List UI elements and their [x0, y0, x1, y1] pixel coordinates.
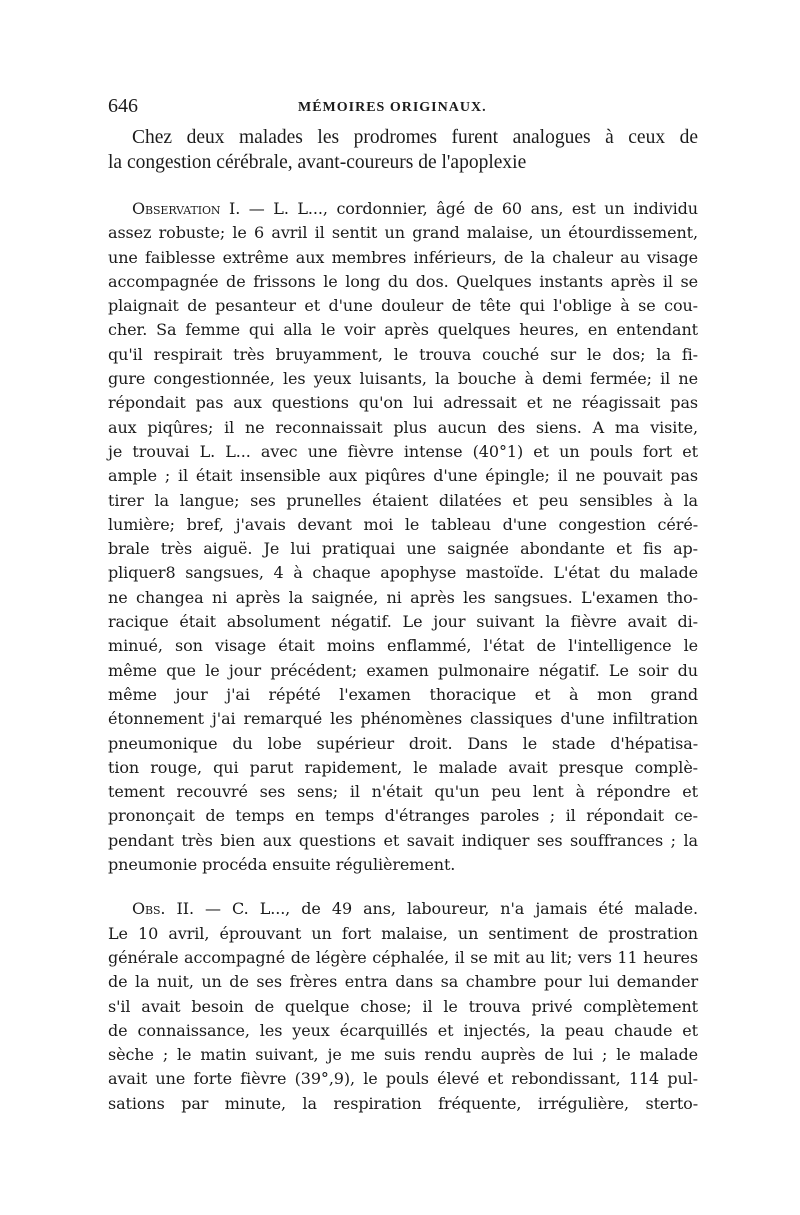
- observation-line: de la nuit, un de ses frères entra dans sa chambre pour lui demander: [108, 972, 698, 992]
- observation-line: s'il avait besoin de quelque chose; il le trouva privé complètement: [108, 996, 698, 1016]
- observation-line: accompagnée de frissons le long du dos. Quelques instants après il se: [108, 271, 698, 291]
- observation-line: pneumonie procéda ensuite régulièrement.: [108, 855, 456, 875]
- observation-line: lumière; bref, j'avais devant moi le tableau d'une congestion céré-: [108, 514, 698, 534]
- observation-line: — L. L..., cordonnier, âgé de 60 ans, est un individu: [240, 199, 698, 218]
- observation-line: — C. L..., de 49 ans, laboureur, n'a jamais été malade.: [193, 899, 698, 919]
- observation-line: répondait pas aux questions qu'on lui adressait et ne réagissait pas: [108, 393, 698, 413]
- observation-line: tement recouvré ses sens; il n'était qu'un peu lent à répondre et: [108, 782, 698, 802]
- observation-line: tirer la langue; ses prunelles étaient dilatées et peu sensibles à la: [108, 490, 698, 510]
- observation-1: [108, 197, 698, 877]
- observation-label: Observation I.: [132, 199, 241, 218]
- observation-line: prononçait de temps en temps d'étranges paroles ; il répondait ce-: [108, 806, 698, 826]
- page-number: 646: [108, 95, 138, 117]
- observation-line: cher. Sa femme qui alla le voir après quelques heures, en entendant: [108, 320, 698, 340]
- observation-line: qu'il respirait très bruyamment, le trouva couché sur le dos; la fi-: [108, 344, 698, 364]
- observation-line: ne changea ni après la saignée, ni après les sangsues. L'examen tho-: [108, 587, 698, 607]
- observation-line: minué, son visage était moins enflammé, l'état de l'intelligence le: [108, 636, 698, 656]
- observation-line: racique était absolument négatif. Le jour suivant la fièvre avait di-: [108, 612, 698, 632]
- observation-line: étonnement j'ai remarqué les phénomènes classiques d'une infiltration: [108, 709, 698, 729]
- intro-line: Chez deux malades les prodromes furent analogues à ceux de: [132, 127, 698, 148]
- page-header: [108, 95, 698, 125]
- observation-line: pneumonique du lobe supérieur droit. Dans le stade d'hépatisa-: [108, 733, 698, 753]
- observation-1-first-line: [108, 197, 698, 221]
- observation-line: plaignait de pesanteur et d'une douleur de tête qui l'oblige à se cou-: [108, 296, 698, 316]
- observation-line: pliquer8 sangsues, 4 à chaque apophyse mastoïde. L'état du malade: [108, 563, 698, 583]
- observation-label: Obs. II.: [132, 899, 194, 919]
- observation-line: même que le jour précédent; examen pulmonaire négatif. Le soir du: [108, 660, 698, 680]
- observation-line: sations par minute, la respiration fréquente, irrégulière, sterto-: [108, 1093, 698, 1113]
- running-title: MÉMOIRES ORIGINAUX.: [298, 100, 487, 115]
- page-content: [108, 95, 698, 1116]
- observation-line: sèche ; le matin suivant, je me suis rendu auprès de lui ; le malade: [108, 1045, 698, 1065]
- observation-line: je trouvai L. L... avec une fièvre intense (40°1) et un pouls fort et: [108, 441, 698, 461]
- observation-2: [108, 897, 698, 1116]
- observation-line: gure congestionnée, les yeux luisants, la bouche à demi fermée; il ne: [108, 369, 698, 389]
- observation-line: aux piqûres; il ne reconnaissait plus aucun des siens. A ma visite,: [108, 417, 698, 437]
- observation-line: pendant très bien aux questions et savait indiquer ses souffrances ; la: [108, 830, 698, 850]
- observation-line: Le 10 avril, éprouvant un fort malaise, un sentiment de prostration: [108, 923, 698, 943]
- observation-line: tion rouge, qui parut rapidement, le malade avait presque complè-: [108, 757, 698, 777]
- observation-line: générale accompagné de légère céphalée, il se mit au lit; vers 11 heures: [108, 947, 698, 967]
- observation-2-first-line: [108, 897, 698, 921]
- observation-line: de connaissance, les yeux écarquillés et injectés, la peau chaude et: [108, 1020, 698, 1040]
- observation-line: assez robuste; le 6 avril il sentit un grand malaise, un étourdissement,: [108, 223, 698, 243]
- intro-line: la congestion cérébrale, avant-coureurs de l'apoplexie: [108, 152, 527, 173]
- intro-paragraph: [108, 125, 698, 175]
- observation-line: avait une forte fièvre (39°,9), le pouls élevé et rebondissant, 114 pul-: [108, 1069, 698, 1089]
- observation-line: même jour j'ai répété l'examen thoracique et à mon grand: [108, 684, 698, 704]
- observation-line: brale très aiguë. Je lui pratiquai une saignée abondante et fis ap-: [108, 539, 698, 559]
- observation-line: une faiblesse extrême aux membres inférieurs, de la chaleur au visage: [108, 247, 698, 267]
- observation-line: ample ; il était insensible aux piqûres d'une épingle; il ne pouvait pas: [108, 466, 698, 486]
